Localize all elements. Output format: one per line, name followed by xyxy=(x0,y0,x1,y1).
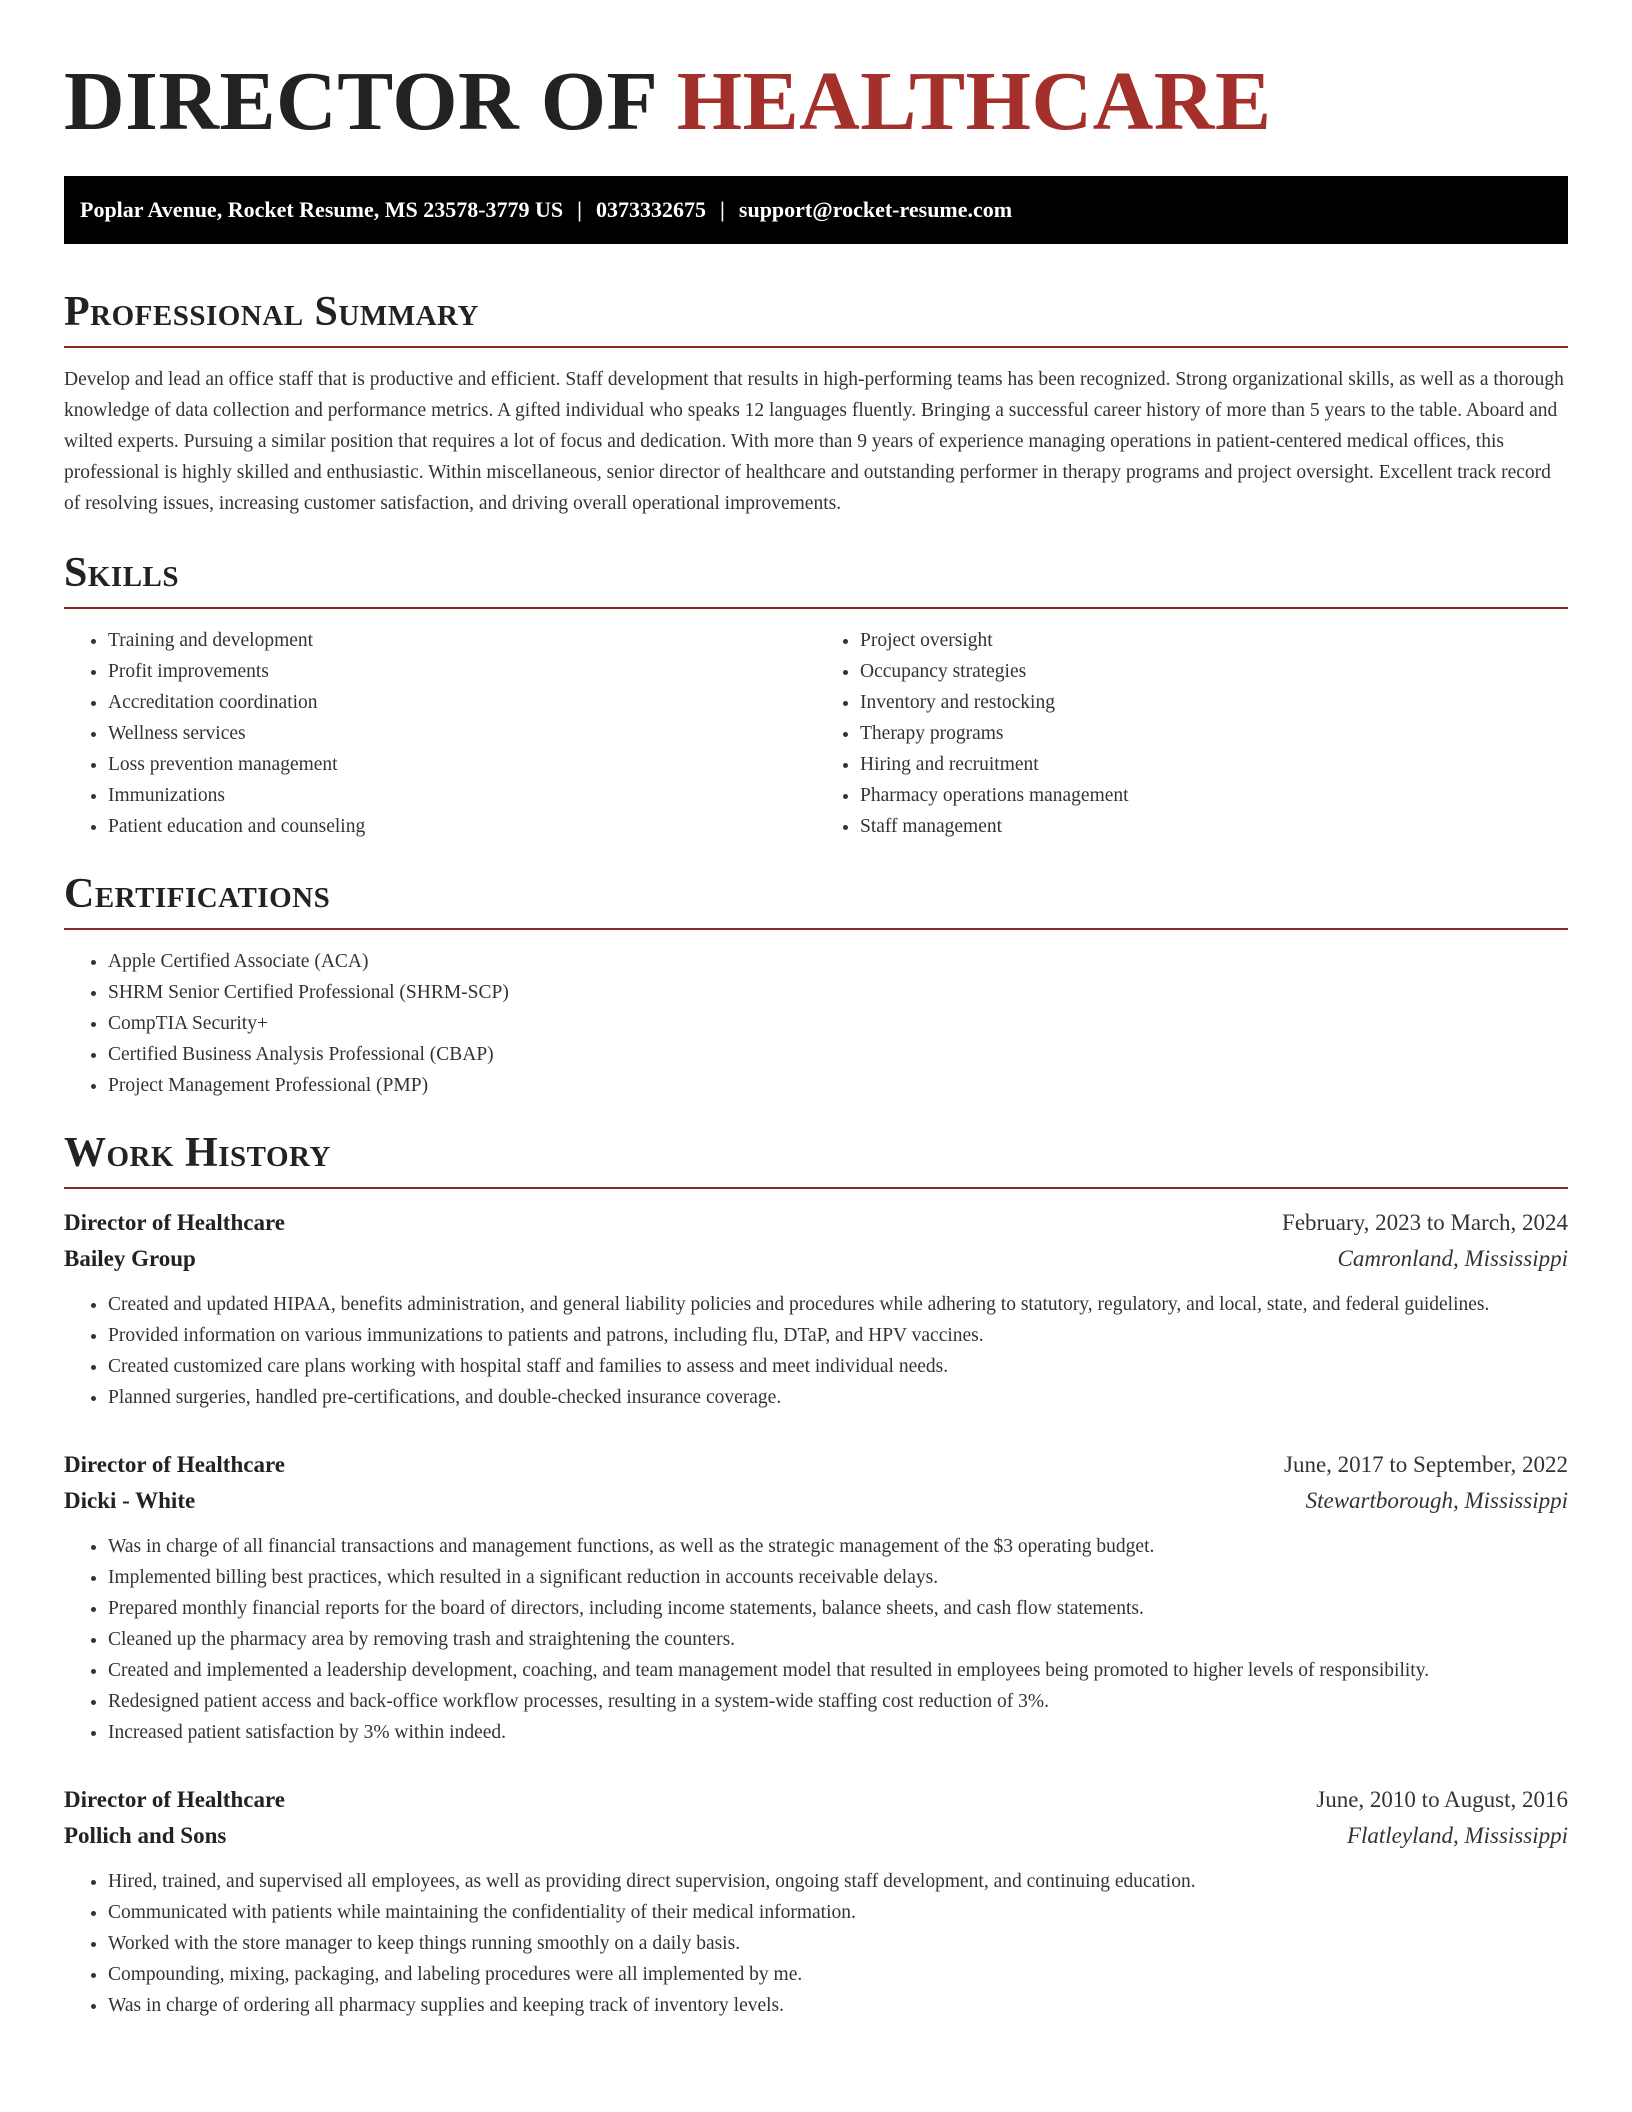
job-bullet: • Created and implemented a leadership development, coaching, and team management model that resulted in employees being promoted to higher levels of responsibility. xyxy=(108,1655,1568,1686)
job-bullet: • Prepared monthly financial reports for the board of directors, including income statements, balance sheets, and cash flow statements. xyxy=(108,1593,1568,1624)
job-bullet: • Communicated with patients while maintaining the confidentiality of their medical information. xyxy=(108,1897,1568,1928)
job-company: Bailey Group xyxy=(64,1246,196,1271)
summary-text: Develop and lead an office staff that is productive and efficient. Staff development that results in high-performing teams has been recognized. Strong organizational skills, as well as a thorough knowledge of data collection and performance metrics. A gifted individual who speaks 12 languages fluently. Bringing a successful career history of more than 5 years to the table. Aboard and wilted experts. Pursuing a similar position that requires a lot of focus and dedication. With more than 9 years of experience managing operations in patient-centered medical offices, this professional is highly skilled and enthusiastic. Within miscellaneous, senior director of healthcare and outstanding performer in therapy programs and project oversight. Excellent track record of resolving issues, increasing customer satisfaction, and driving overall operational improvements. xyxy=(64,369,1564,514)
job-dates: June, 2017 to September, 2022 xyxy=(1284,1452,1568,1477)
skill-item: • Project oversight xyxy=(860,625,1568,656)
job-header-row xyxy=(64,1782,1568,1818)
job-bullet: • Compounding, mixing, packaging, and labeling procedures were all implemented by me. xyxy=(108,1959,1568,1990)
job-bullet: • Redesigned patient access and back-office workflow processes, resulting in a system-wide staffing cost reduction of 3%. xyxy=(108,1686,1568,1717)
job-dates: June, 2010 to August, 2016 xyxy=(1316,1787,1568,1812)
summary-section xyxy=(64,288,1568,519)
job-title: Director of Healthcare xyxy=(64,1452,285,1477)
certification-item: • Certified Business Analysis Professional (CBAP) xyxy=(108,1039,1568,1070)
job-company-row xyxy=(64,1483,1568,1519)
work-history-heading: Work History xyxy=(64,1129,1568,1189)
skills-heading: Skills xyxy=(64,549,1568,609)
contact-separator: | xyxy=(720,197,725,222)
job-dates: February, 2023 to March, 2024 xyxy=(1282,1210,1568,1235)
certifications-list xyxy=(64,946,1568,1101)
job-company-row xyxy=(64,1241,1568,1277)
certification-item: • Apple Certified Associate (ACA) xyxy=(108,946,1568,977)
skill-item: • Therapy programs xyxy=(860,718,1568,749)
job-bullet: • Created and updated HIPAA, benefits administration, and general liability policies and procedures while adhering to statutory, regulatory, and local, state, and federal guidelines. xyxy=(108,1289,1568,1320)
certification-item: • CompTIA Security+ xyxy=(108,1008,1568,1039)
contact-address: Poplar Avenue, Rocket Resume, MS 23578-3779 US xyxy=(80,197,564,222)
skill-item: • Staff management xyxy=(860,811,1568,842)
job-bullets xyxy=(64,1289,1568,1413)
job-location: Stewartborough, Mississippi xyxy=(1305,1488,1568,1513)
job-entry xyxy=(64,1782,1568,2021)
skill-item: • Patient education and counseling xyxy=(108,811,816,842)
job-entry xyxy=(64,1205,1568,1413)
skills-section xyxy=(64,549,1568,842)
job-company-row xyxy=(64,1818,1568,1854)
skills-list-right xyxy=(816,625,1568,842)
job-title: Director of Healthcare xyxy=(64,1210,285,1235)
contact-separator: | xyxy=(577,197,583,222)
job-bullet: • Was in charge of all financial transactions and management functions, as well as the strategic management of the $3 operating budget. xyxy=(108,1531,1568,1562)
job-location: Camronland, Mississippi xyxy=(1337,1246,1568,1271)
job-location: Flatleyland, Mississippi xyxy=(1346,1823,1568,1848)
job-entry xyxy=(64,1447,1568,1748)
job-company: Dicki - White xyxy=(64,1488,196,1513)
work-history-section xyxy=(64,1129,1568,2021)
resume-title xyxy=(64,0,1568,176)
job-bullets xyxy=(64,1531,1568,1748)
job-header-row xyxy=(64,1447,1568,1483)
title-part-1: DIRECTOR OF xyxy=(64,55,656,148)
job-bullet: • Worked with the store manager to keep things running smoothly on a daily basis. xyxy=(108,1928,1568,1959)
job-bullet: • Created customized care plans working with hospital staff and families to assess and meet individual needs. xyxy=(108,1351,1568,1382)
job-title: Director of Healthcare xyxy=(64,1787,285,1812)
title-part-2: HEALTHCARE xyxy=(676,55,1272,148)
job-bullet: • Provided information on various immunizations to patients and patrons, including flu, DTaP, and HPV vaccines. xyxy=(108,1320,1568,1351)
job-bullet: • Cleaned up the pharmacy area by removing trash and straightening the counters. xyxy=(108,1624,1568,1655)
skill-item: • Wellness services xyxy=(108,718,816,749)
skills-list-left xyxy=(64,625,816,842)
certifications-section xyxy=(64,870,1568,1101)
certifications-heading: Certifications xyxy=(64,870,1568,930)
skill-item: • Occupancy strategies xyxy=(860,656,1568,687)
skill-item: • Loss prevention management xyxy=(108,749,816,780)
skill-item: • Inventory and restocking xyxy=(860,687,1568,718)
contact-phone: 0373332675 xyxy=(596,197,707,222)
skill-item: • Pharmacy operations management xyxy=(860,780,1568,811)
job-header-row xyxy=(64,1205,1568,1241)
summary-heading: Professional Summary xyxy=(64,288,1568,348)
contact-email: support@rocket-resume.com xyxy=(738,197,1013,222)
skill-item: • Accreditation coordination xyxy=(108,687,816,718)
certification-item: • SHRM Senior Certified Professional (SHRM-SCP) xyxy=(108,977,1568,1008)
job-bullet: • Was in charge of ordering all pharmacy supplies and keeping track of inventory levels. xyxy=(108,1990,1568,2021)
job-company: Pollich and Sons xyxy=(64,1823,227,1848)
skill-item: • Immunizations xyxy=(108,780,816,811)
skill-item: • Hiring and recruitment xyxy=(860,749,1568,780)
contact-bar xyxy=(64,176,1568,244)
job-bullet: • Hired, trained, and supervised all employees, as well as providing direct supervision, ongoing staff development, and continuing education. xyxy=(108,1866,1568,1897)
skill-item: • Training and development xyxy=(108,625,816,656)
job-bullet: • Increased patient satisfaction by 3% within indeed. xyxy=(108,1717,1568,1748)
job-bullet: • Planned surgeries, handled pre-certifications, and double-checked insurance coverage. xyxy=(108,1382,1568,1413)
certification-item: • Project Management Professional (PMP) xyxy=(108,1070,1568,1101)
job-bullets xyxy=(64,1866,1568,2021)
job-bullet: • Implemented billing best practices, which resulted in a significant reduction in accounts receivable delays. xyxy=(108,1562,1568,1593)
skill-item: • Profit improvements xyxy=(108,656,816,687)
skills-columns xyxy=(64,609,1568,842)
